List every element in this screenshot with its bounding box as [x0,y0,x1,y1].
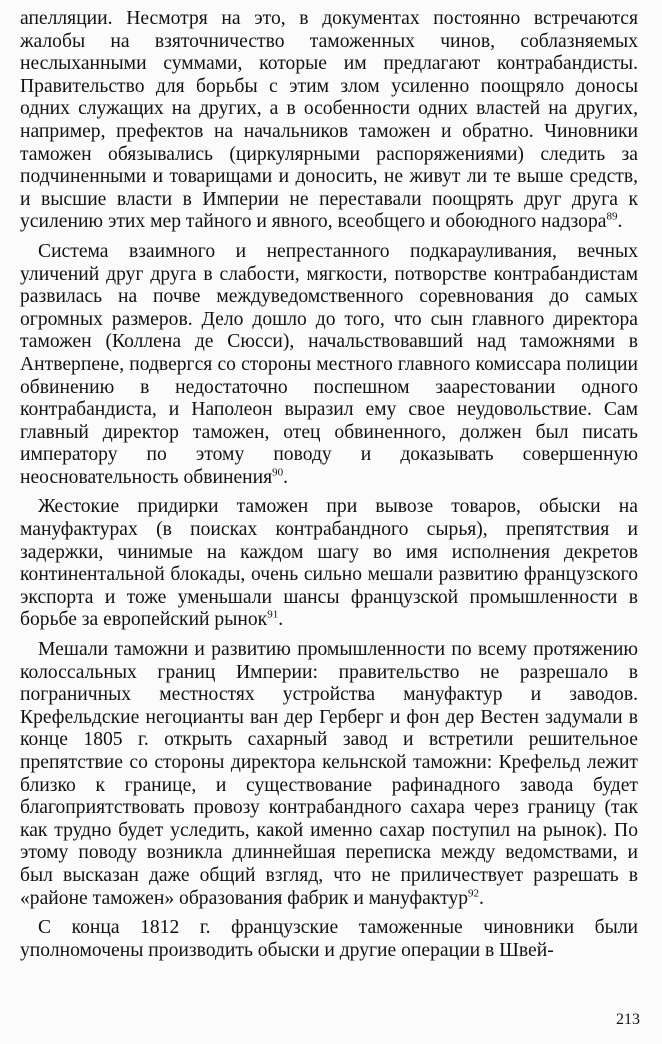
paragraph-text: Система взаимного и непрестанного подкарауливания, вечных уличений друг друга в слабости, мягкости, потворстве контрабандистам развилась на почве междуведомственного соревнования до самых огромных размеров. Дело дошло до того, что сын главного директора таможен (Коллена де Сюсси), начальствовавший над таможнями в Антверпене, подвергся со стороны местного главного комиссара полиции обвинению в недостаточно поспешном заарестовании одного контрабандиста, и Наполеон выразил ему свое неудовольствие. Сам главный директор таможен, отец обвиненного, должен был писать императору по этому поводу и доказывать совершенную неосновательность обвинения [20,240,638,488]
paragraph-text: С конца 1812 г. французские таможенные чиновники были уполномочены производить обыски и другие операции в Швей- [20,917,638,961]
footnote-ref-90: 90 [272,466,284,479]
footnote-ref-92: 92 [468,887,480,900]
paragraph-2 [20,241,638,490]
paragraph-text: Мешали таможни и развитию промышленности по всему протяжению колоссальных границ Империи: правительство не разрешало в пограничных местностях устройства мануфактур и заводов. Крефельдские негоцианты ван дер Герберг и фон дер Вестен задумали в конце 1805 г. открыть сахарный завод и встретили решительное препятствие со стороны директора кельнской таможни: Крефельд лежит близко к границе, и существование рафинадного завода будет благоприятствовать провозу контрабандного сахара через границу (так как трудно будет уследить, какой именно сахар поступил на рынок). По этому поводу возникла длиннейшая переписка между ведомствами, и был высказан даже общий взгляд, что не приличествует разрешать в «районе таможен» образования фабрик и мануфактур [20,639,638,909]
paragraph-text: Жестокие придирки таможен при вывозе товаров, обыски на мануфактурах (в поисках контрабандного сырья), препятствия и задержки, чинимые на каждом шагу во имя исполнения декретов континентальной блокады, очень сильно мешали развитию французского экспорта и тоже уменьшали шансы французской промышленности в борьбе за европейский рынок [20,496,638,631]
footnote-ref-89: 89 [606,210,618,223]
paragraph-4 [20,639,638,910]
paragraph-3 [20,496,638,632]
paragraph-tail: . [617,211,623,233]
paragraph-1 [20,8,638,234]
page-number: 213 [616,1011,640,1028]
paragraph-5 [20,917,638,962]
paragraph-tail: . [278,609,284,631]
footnote-ref-91: 91 [267,608,279,621]
paragraph-tail: . [283,466,289,488]
body-text [20,8,638,969]
paragraph-tail: . [479,887,484,909]
paragraph-text: апелляции. Несмотря на это, в документах постоянно встречаются жалобы на взяточничество таможенных чинов, соблазняемых неслыханными суммами, которые им предлагают контрабандисты. Правительство для борьбы с этим злом усиленно поощряло доносы одних служащих на других, а в особенности одних властей на других, например, префектов на начальников таможен и обратно. Чиновники таможен обязывались (циркулярными распоряжениями) следить за подчиненными и товарищами и доносить, не живут ли те выше средств, и высшие власти в Империи не переставали поощрять друг друга к усилению этих мер тайного и явного, всеобщего и обоюдного надзора [20,8,638,233]
